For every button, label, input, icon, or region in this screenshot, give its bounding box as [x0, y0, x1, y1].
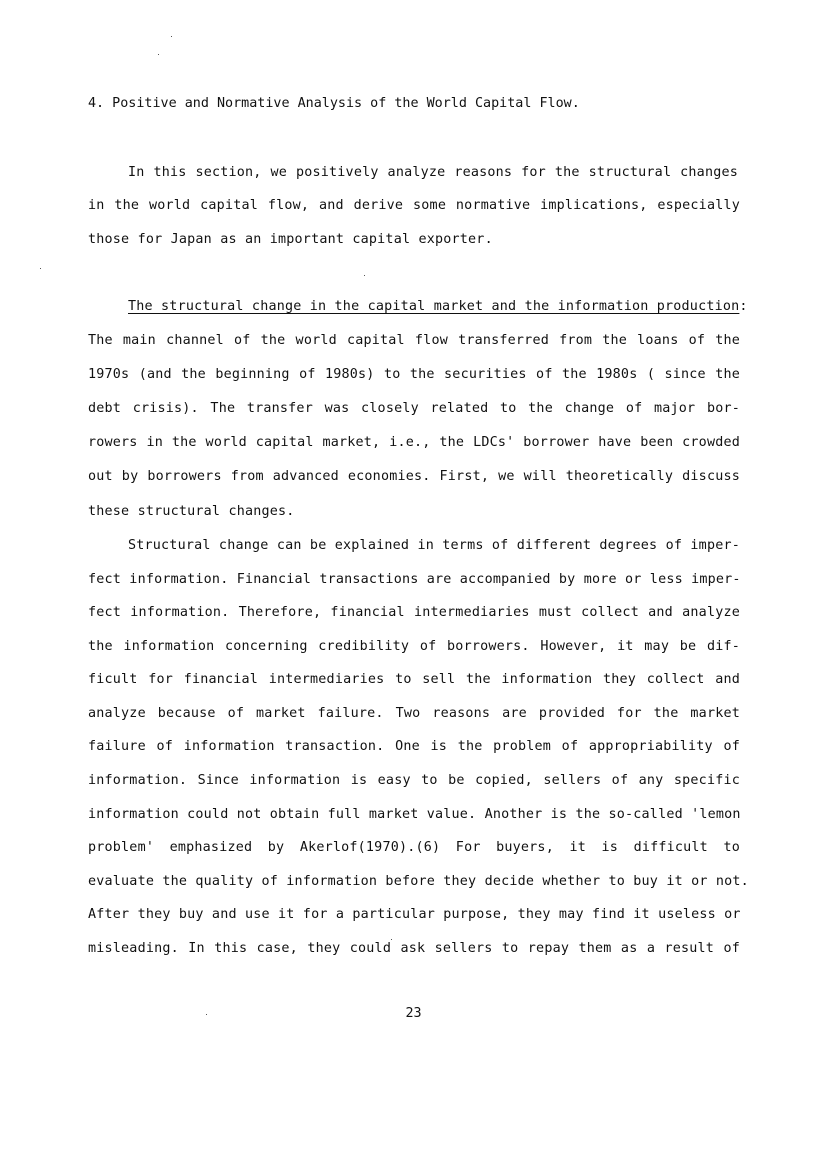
paragraph-3-line-7: failure of information transaction. One is the problem of appropriability of [88, 739, 740, 754]
paragraph-2-line-6: these structural changes. [88, 504, 295, 519]
paragraph-3-line-11: evaluate the quality of information before they decide whether to buy it or not. [88, 874, 749, 889]
paragraph-3-line-5: ficult for financial intermediaries to sell the information they collect and [88, 672, 740, 687]
scan-speck [364, 275, 365, 276]
paragraph-2-title [128, 298, 748, 315]
scan-speck [171, 36, 172, 37]
paragraph-2-line-5: out by borrowers from advanced economies. First, we will theoretically discuss [88, 469, 740, 484]
paragraph-3-line-1: Structural change can be explained in terms of different degrees of imper- [128, 538, 740, 553]
paragraph-1-line-3: those for Japan as an important capital exporter. [88, 232, 493, 247]
page-number: 23 [405, 1006, 422, 1021]
paragraph-3-line-8: information. Since information is easy to be copied, sellers of any specific [88, 773, 740, 788]
paragraph-3-line-10: problem' emphasized by Akerlof(1970).(6) For buyers, it is difficult to [88, 840, 740, 855]
paragraph-1-line-2: in the world capital flow, and derive some normative implications, especially [88, 198, 740, 213]
paragraph-2-line-2: 1970s (and the beginning of 1980s) to the securities of the 1980s ( since the [88, 367, 740, 382]
scan-speck [158, 54, 159, 55]
paragraph-2-title-colon: : [739, 299, 748, 314]
paragraph-3-line-3: fect information. Therefore, financial intermediaries must collect and analyze [88, 605, 740, 620]
paragraph-3-line-6: analyze because of market failure. Two reasons are provided for the market [88, 706, 740, 721]
paragraph-3-line-12: After they buy and use it for a particular purpose, they may find it useless or [88, 907, 741, 922]
paragraph-3-line-4: the information concerning credibility of borrowers. However, it may be dif- [88, 639, 740, 654]
section-heading: 4. Positive and Normative Analysis of the World Capital Flow. [88, 96, 580, 111]
paragraph-2-title-text: The structural change in the capital market and the information production [128, 299, 740, 314]
paragraph-2-line-1: The main channel of the world capital flow transferred from the loans of the [88, 333, 740, 348]
paragraph-2-line-3: debt crisis). The transfer was closely related to the change of major bor- [88, 401, 740, 416]
paragraph-3-line-2: fect information. Financial transactions are accompanied by more or less imper- [88, 572, 741, 587]
paragraph-3-line-9: information could not obtain full market value. Another is the so-called 'lemon [88, 807, 741, 822]
paragraph-3-line-13: misleading. In this case, they could ask sellers to repay them as a result of [88, 941, 740, 956]
paragraph-2-line-4: rowers in the world capital market, i.e., the LDCs' borrower have been crowded [88, 435, 740, 450]
paragraph-1-line-1: In this section, we positively analyze reasons for the structural changes [128, 165, 738, 180]
scan-speck [40, 268, 41, 269]
